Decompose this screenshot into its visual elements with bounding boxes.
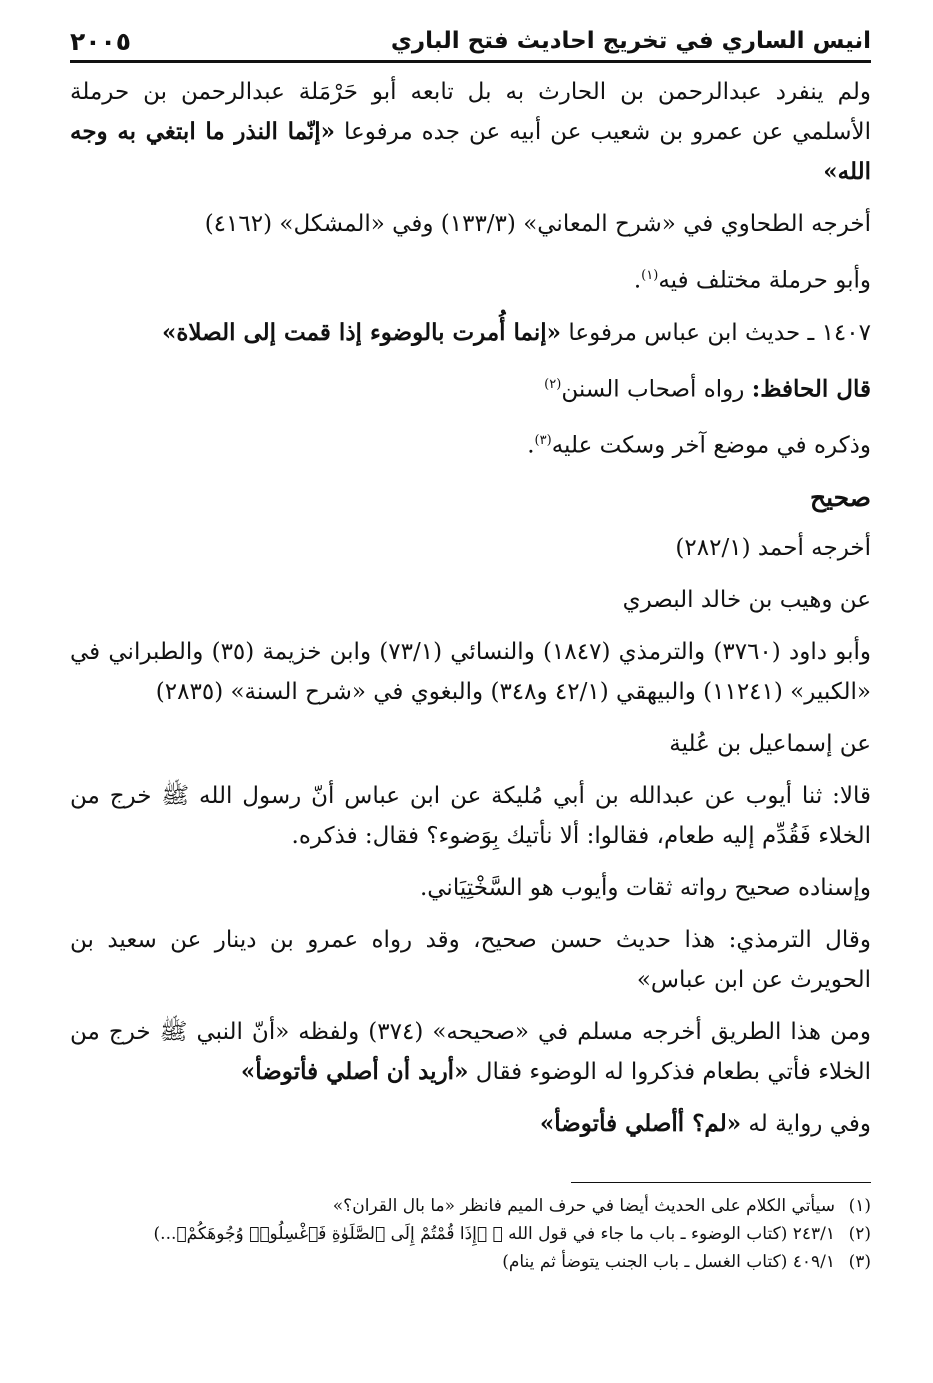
footnote-text: ٢٤٣/١ (كتاب الوضوء ـ باب ما جاء في قول الله ﷻ ﴿إِذَا قُمْتُمْ إِلَى ٱلصَّلَوٰةِ فَٱغْسِلُوا۟ وُجُوهَكُمْ﴾...) bbox=[153, 1224, 835, 1244]
page-number: ٢٠٠٥ bbox=[70, 26, 132, 56]
paragraph bbox=[70, 256, 871, 301]
paragraph-text: . bbox=[633, 267, 642, 294]
paragraph-text: ولم ينفرد عبدالرحمن بن الحارث به بل تابعه أبو حَرْمَلة عبدالرحمن بن حرملة الأسلمي عن عمرو بن شعيب عن أبيه عن جده مرفوعا bbox=[70, 79, 871, 145]
paragraph bbox=[70, 724, 871, 764]
paragraph bbox=[70, 528, 871, 568]
footnote-number: (٣) bbox=[848, 1252, 871, 1272]
paragraph-text: قالا: ثنا أيوب عن عبدالله بن أبي مُليكة عن ابن عباس أنّ رسول الله ﷺ خرج من الخلاء فَقُدِّم إليه طعام، فقالوا: ألا نأتيك بِوَضوء؟ فقال: فذكره. bbox=[70, 782, 871, 849]
paragraph bbox=[70, 868, 871, 908]
hadith-entry bbox=[70, 313, 871, 353]
paragraph-text: وأبو حرملة مختلف فيه bbox=[658, 267, 871, 294]
hadith-quote: «إنّما النذر ما ابتغي به وجه الله» bbox=[70, 118, 871, 185]
paragraph-text: وأبو داود (٣٧٦٠) والترمذي (١٨٤٧) والنسائي (٧٣/١) وابن خزيمة (٣٥) والطبراني في «الكبير» (١١٢٤١) والبيهقي (٤٢/١ و٣٤٨) والبغوي في «شرح السنة» (٢٨٣٥) bbox=[70, 638, 871, 705]
paragraph-text: وفي رواية له bbox=[741, 1110, 871, 1137]
footnote-text: سيأتي الكلام على الحديث أيضا في حرف الميم فانظر «ما بال القران؟» bbox=[332, 1196, 835, 1216]
paragraph-text: عن إسماعيل بن عُلية bbox=[669, 730, 871, 757]
footnote bbox=[70, 1248, 871, 1276]
paragraph bbox=[70, 421, 871, 466]
paragraph bbox=[70, 920, 871, 1000]
paragraph bbox=[70, 776, 871, 856]
paragraph bbox=[70, 632, 871, 712]
footnote bbox=[70, 1220, 871, 1248]
paragraph bbox=[70, 1104, 871, 1144]
footnote bbox=[70, 1192, 871, 1220]
paragraph-text: أخرجه أحمد (٢٨٢/١) bbox=[675, 534, 871, 561]
paragraph-text: رواه أصحاب السنن bbox=[561, 376, 752, 403]
footnote-text: ٤٠٩/١ (كتاب الغسل ـ باب الجنب يتوضأ ثم ينام) bbox=[502, 1252, 835, 1272]
hadith-quote: «لم؟ أأصلي فأتوضأ» bbox=[539, 1109, 742, 1137]
footnote-number: (٢) bbox=[848, 1224, 871, 1244]
speaker-label: قال الحافظ: bbox=[751, 375, 871, 403]
paragraph-text: وذكره في موضع آخر وسكت عليه bbox=[551, 432, 871, 459]
footnote-number: (١) bbox=[848, 1196, 871, 1216]
paragraph-text: . bbox=[527, 432, 535, 459]
paragraph-text: وإسناده صحيح رواته ثقات وأيوب هو السَّخْتِيَاني. bbox=[419, 874, 871, 901]
paragraph-text: ومن هذا الطريق أخرجه مسلم في «صحيحه» (٣٧٤) ولفظه «أنّ النبي ﷺ خرج من الخلاء فأتي بطعام فذكروا له الوضوء فقال bbox=[70, 1018, 871, 1085]
paragraph-text: أخرجه الطحاوي في «شرح المعاني» (١٣٣/٣) وفي «المشكل» (٤١٦٢) bbox=[204, 211, 871, 237]
paragraph-text: ١٤٠٧ ـ حديث ابن عباس مرفوعا bbox=[561, 319, 871, 346]
running-title: انيس الساري في تخريج احاديث فتح الباري bbox=[390, 28, 871, 54]
footnote-ref[interactable]: (٢) bbox=[544, 376, 562, 392]
paragraph bbox=[70, 580, 871, 620]
footnote-ref[interactable]: (٣) bbox=[534, 433, 552, 449]
header-rule bbox=[70, 60, 871, 63]
page-header bbox=[70, 22, 871, 60]
paragraph bbox=[70, 1012, 871, 1092]
body-text bbox=[70, 72, 871, 1156]
footnote-ref[interactable]: (١) bbox=[641, 268, 659, 283]
footnote-rule bbox=[571, 1182, 871, 1183]
hadith-quote: «أريد أن أصلي فأتوضأ» bbox=[240, 1057, 469, 1085]
hadith-quote: «إنما أُمرت بالوضوء إذا قمت إلى الصلاة» bbox=[161, 318, 562, 346]
paragraph-text: وقال الترمذي: هذا حديث حسن صحيح، وقد رواه عمرو بن دينار عن سعيد بن الحويرث عن ابن عباس» bbox=[70, 926, 871, 993]
paragraph bbox=[70, 365, 871, 410]
paragraph bbox=[70, 72, 871, 192]
grade-heading: صحيح bbox=[809, 482, 871, 512]
paragraph-text: عن وهيب بن خالد البصري bbox=[622, 586, 871, 613]
footnotes bbox=[70, 1192, 871, 1276]
paragraph bbox=[70, 204, 871, 244]
